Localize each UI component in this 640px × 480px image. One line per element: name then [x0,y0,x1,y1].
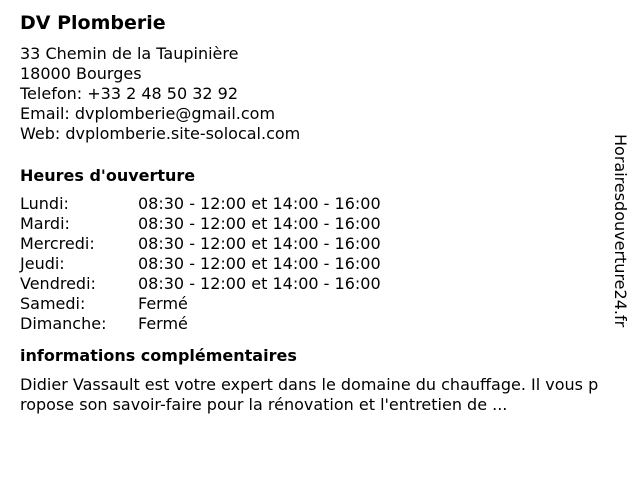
hours-row [20,274,610,294]
business-name: DV Plomberie [20,12,166,34]
business-card [20,10,610,415]
hours-row [20,254,610,274]
email-line: Email: dvplomberie@gmail.com [20,104,276,123]
contact-block [20,44,610,144]
hours-row [20,294,610,314]
hours-row [20,194,610,214]
hours-day: Lundi: [20,194,69,213]
hours-day: Mercredi: [20,234,95,253]
hours-time: 08:30 - 12:00 et 14:00 - 16:00 [138,254,381,273]
hours-row [20,234,610,254]
info-title: informations complémentaires [20,346,297,365]
hours-day: Vendredi: [20,274,96,293]
hours-row [20,214,610,234]
hours-table [20,194,610,334]
phone-line: Telefon: +33 2 48 50 32 92 [20,84,239,103]
website-line: Web: dvplomberie.site-solocal.com [20,124,301,143]
hours-time: 08:30 - 12:00 et 14:00 - 16:00 [138,214,381,233]
hours-day: Jeudi: [20,254,65,273]
hours-title: Heures d'ouverture [20,166,196,185]
hours-time: Fermé [138,294,188,313]
hours-day: Dimanche: [20,314,107,333]
hours-row [20,314,610,334]
brand-watermark: Horairesdouverture24.fr [611,134,630,328]
hours-day: Samedi: [20,294,86,313]
address-street: 33 Chemin de la Taupinière [20,44,239,63]
hours-time: 08:30 - 12:00 et 14:00 - 16:00 [138,234,381,253]
address-city: 18000 Bourges [20,64,142,83]
hours-time: 08:30 - 12:00 et 14:00 - 16:00 [138,274,381,293]
info-description: Didier Vassault est votre expert dans le domaine du chauffage. Il vous propose son savoir-faire pour la rénovation et l'entretien de ... [20,375,599,414]
hours-time: Fermé [138,314,188,333]
hours-time: 08:30 - 12:00 et 14:00 - 16:00 [138,194,381,213]
hours-day: Mardi: [20,214,70,233]
